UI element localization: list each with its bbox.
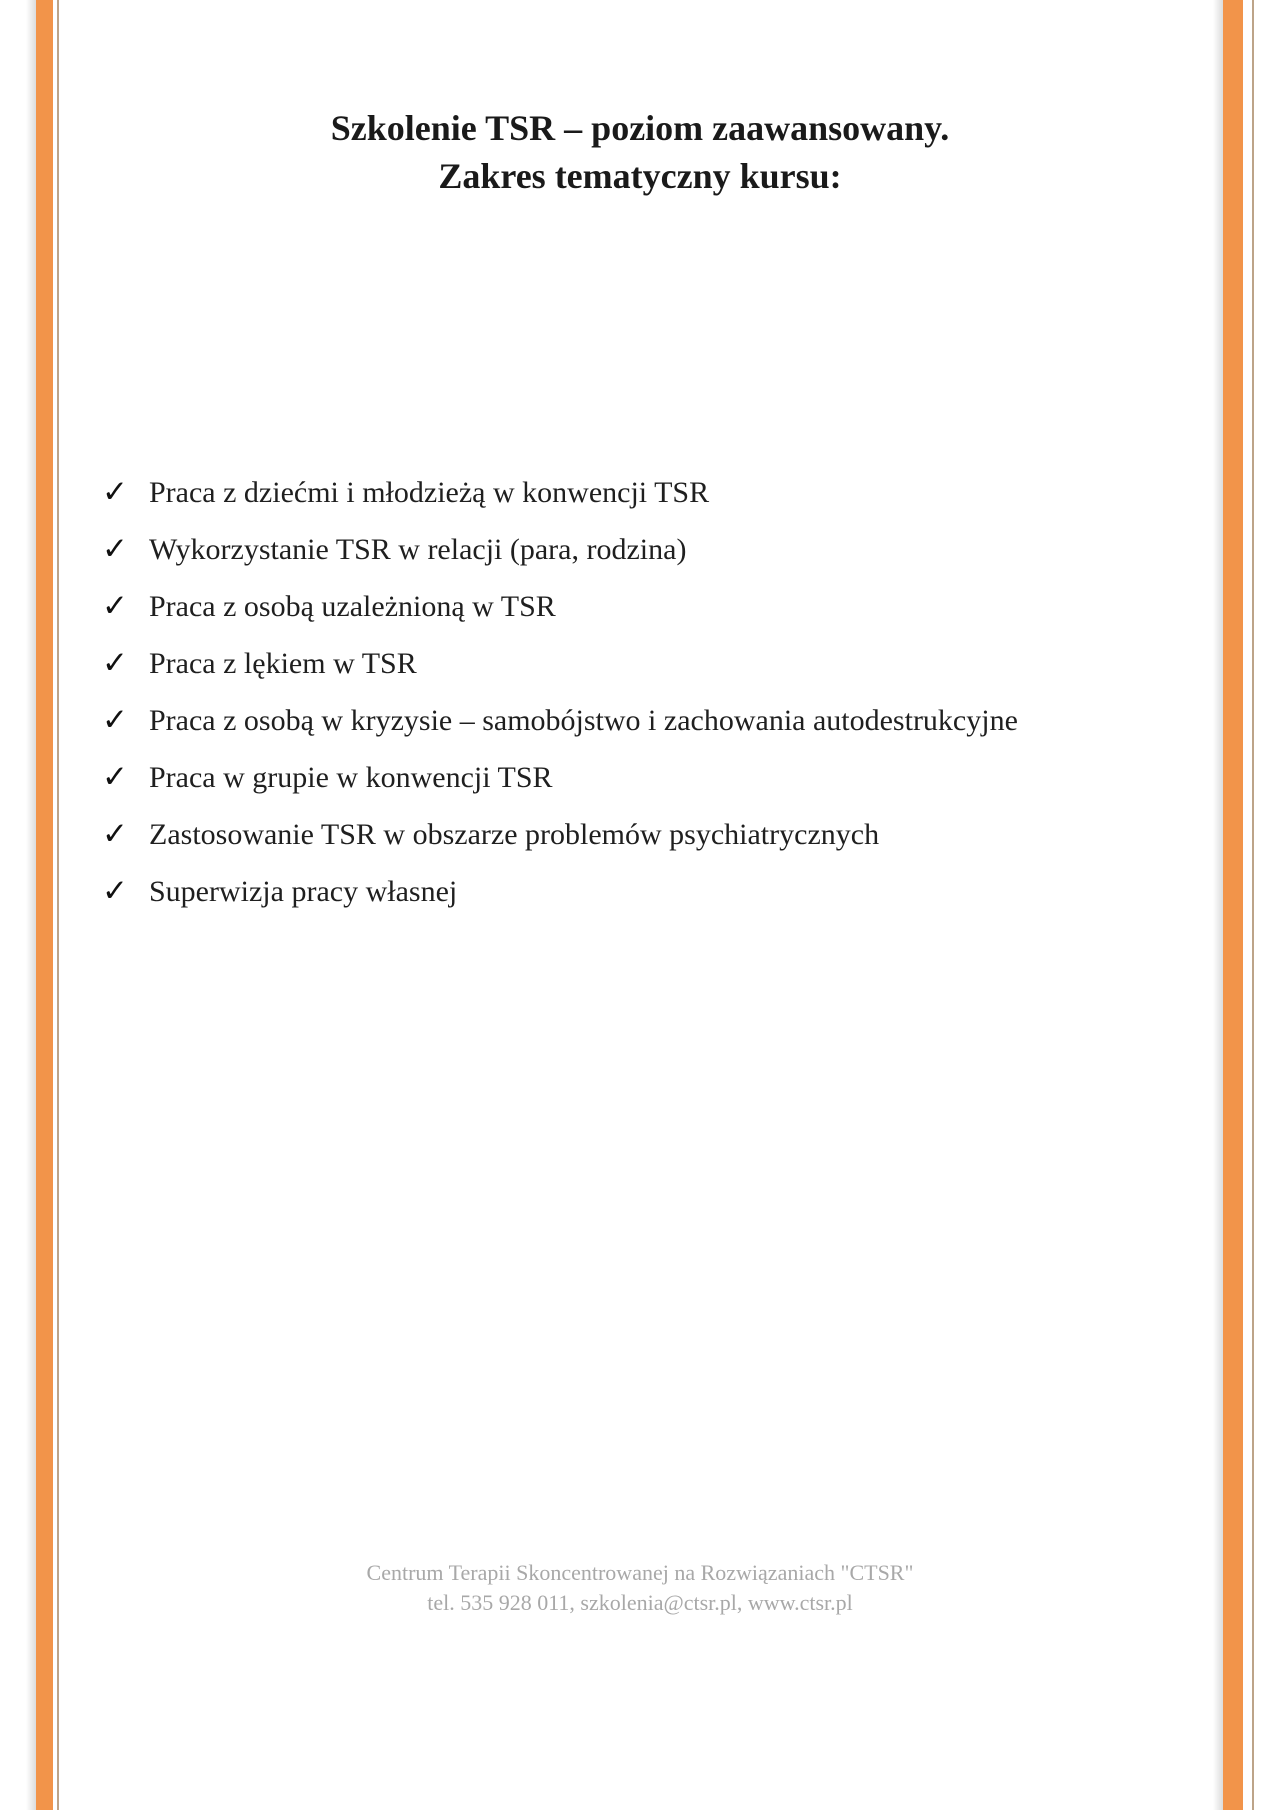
list-item xyxy=(102,635,1200,692)
list-item xyxy=(102,578,1200,635)
right-accent-band xyxy=(1223,0,1243,1810)
right-page-shadow xyxy=(1213,0,1223,1810)
checklist-item-label: Praca z dziećmi i młodzieżą w konwencji TSR xyxy=(149,475,710,509)
checklist-item-label: Praca z osobą w kryzysie – samobójstwo i zachowania autodestrukcyjne xyxy=(149,703,1018,737)
checkmark-icon: ✓ xyxy=(102,873,128,909)
list-item xyxy=(102,863,1200,920)
checkmark-icon: ✓ xyxy=(102,588,128,624)
list-item xyxy=(102,521,1200,578)
checklist-item-label: Praca z lękiem w TSR xyxy=(149,646,417,680)
title-line-1: Szkolenie TSR – poziom zaawansowany. xyxy=(330,108,950,148)
checkmark-icon: ✓ xyxy=(102,759,128,795)
page-footer xyxy=(70,1558,1210,1618)
left-thin-rule xyxy=(57,0,59,1810)
list-item xyxy=(102,806,1200,863)
checklist-item-label: Praca w grupie w konwencji TSR xyxy=(149,760,553,794)
checkmark-icon: ✓ xyxy=(102,645,128,681)
right-thin-rule xyxy=(1252,0,1254,1810)
checkmark-icon: ✓ xyxy=(102,474,128,510)
topics-checklist xyxy=(102,464,1200,920)
page-title xyxy=(70,104,1210,200)
title-line-2: Zakres tematyczny kursu: xyxy=(438,156,842,196)
left-accent-band xyxy=(36,0,53,1810)
left-page-shadow xyxy=(26,0,36,1810)
checklist-item-label: Praca z osobą uzależnioną w TSR xyxy=(149,589,556,623)
checklist-item-label: Wykorzystanie TSR w relacji (para, rodzina) xyxy=(149,532,687,566)
footer-contact-line: tel. 535 928 011, szkolenia@ctsr.pl, www.ctsr.pl xyxy=(427,1590,853,1615)
checkmark-icon: ✓ xyxy=(102,702,128,738)
checklist-item-label: Superwizja pracy własnej xyxy=(149,874,458,908)
checkmark-icon: ✓ xyxy=(102,531,128,567)
list-item xyxy=(102,749,1200,806)
footer-org-line: Centrum Terapii Skoncentrowanej na Rozwiązaniach "CTSR" xyxy=(366,1560,914,1585)
list-item xyxy=(102,464,1200,521)
list-item xyxy=(102,692,1200,749)
checkmark-icon: ✓ xyxy=(102,816,128,852)
checklist-item-label: Zastosowanie TSR w obszarze problemów psychiatrycznych xyxy=(149,817,880,851)
